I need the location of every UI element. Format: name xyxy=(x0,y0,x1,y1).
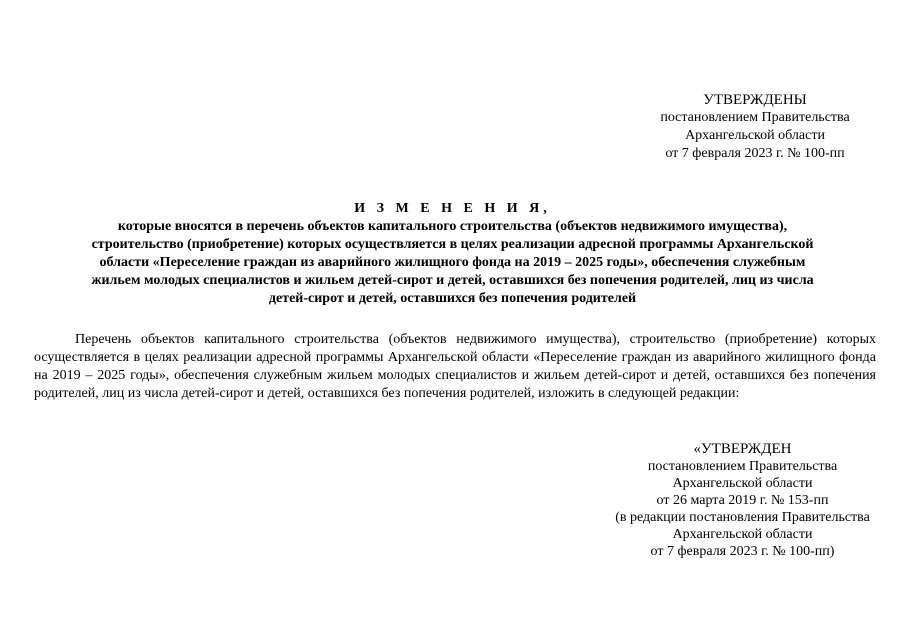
approval-bottom-head: «УТВЕРЖДЕН xyxy=(693,441,792,457)
approval-top-line-3: от 7 февраля 2023 г. № 100-пп xyxy=(665,146,845,161)
heading-line-1: которые вносятся в перечень объектов капитального строительства (объектов недвижимого имущества), xyxy=(117,219,788,234)
heading-line-5: детей-сирот и детей, оставшихся без попечения родителей xyxy=(268,291,637,306)
approval-bottom-line-3: от 26 марта 2019 г. № 153-пп xyxy=(656,493,829,508)
approval-stamp-top xyxy=(600,91,905,163)
approval-top-head: УТВЕРЖДЕНЫ xyxy=(703,92,807,108)
approval-top-line-2: Архангельской области xyxy=(685,128,825,143)
heading-title: И З М Е Н Е Н И Я, xyxy=(354,201,551,216)
approval-bottom-line-5: Архангельской области xyxy=(672,527,813,542)
approval-bottom-line-1: постановлением Правительства xyxy=(647,459,838,474)
approval-stamp-bottom xyxy=(570,441,905,560)
document-heading xyxy=(30,200,875,308)
approval-bottom-line-6: от 7 февраля 2023 г. № 100-пп) xyxy=(650,544,835,559)
approval-top-line-1: постановлением Правительства xyxy=(660,110,850,125)
heading-line-4: жильем молодых специалистов и жильем детей-сирот и детей, оставшихся без попечения родителей, лиц из числа xyxy=(91,273,814,288)
approval-bottom-line-4: (в редакции постановления Правительства xyxy=(615,510,870,525)
heading-line-3: области «Переселение граждан из аварийного жилищного фонда на 2019 – 2025 годы», обеспечения служебным xyxy=(99,255,806,270)
body-paragraph: Перечень объектов капитального строительства (объектов недвижимого имущества), строительство (приобретение) которых осуществляется в целях реализации адресной программы Архангельской области «Переселение граждан из аварийного жилищного фонда на 2019 – 2025 годы», обеспечения служебным жильем молодых специалистов и жильем детей-сирот и детей, оставшихся без попечения родителей, лиц из числа детей-сирот и детей, оставшихся без попечения родителей, изложить в следующей редакции: xyxy=(34,332,876,401)
approval-bottom-line-2: Архангельской области xyxy=(672,476,813,491)
heading-line-2: строительство (приобретение) которых осуществляется в целях реализации адресной программы Архангельской xyxy=(91,237,814,252)
